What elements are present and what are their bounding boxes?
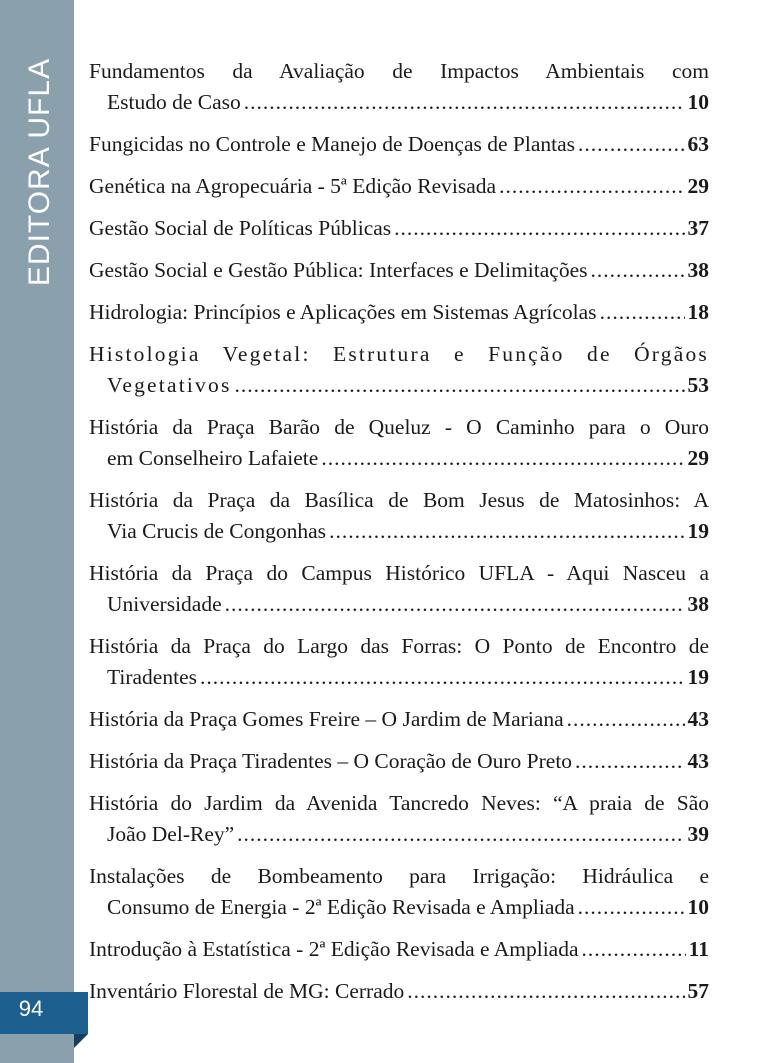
entry-title-line1: História da Praça Tiradentes – O Coração de Ouro Preto — [89, 749, 573, 773]
entry-page: 11 — [688, 937, 709, 961]
entry-title-line1: Instalações de Bombeamento para Irrigação: Hidráulica e — [89, 864, 709, 888]
entry-title-line2: Tiradentes — [107, 665, 197, 689]
index-entry — [89, 861, 709, 923]
entry-page: 57 — [687, 979, 709, 1003]
entry-page: 53 — [687, 373, 709, 397]
entry-title-line2: Vegetativos — [107, 373, 232, 397]
entry-title-line2: Estudo de Caso — [107, 90, 241, 114]
entry-page: 43 — [687, 749, 709, 773]
leader-dots — [394, 213, 684, 244]
leader-dots — [499, 171, 684, 202]
entry-title-line2: João Del-Rey” — [107, 822, 235, 846]
entry-page: 10 — [687, 90, 709, 114]
entry-page: 19 — [687, 665, 709, 689]
entry-title-line1: Gestão Social de Políticas Públicas — [89, 216, 392, 240]
title-index-list — [89, 56, 709, 1018]
leader-dots — [407, 976, 684, 1007]
index-entry — [89, 129, 709, 160]
index-entry — [89, 746, 709, 777]
leader-dots — [235, 370, 685, 401]
entry-page: 37 — [687, 216, 709, 240]
leader-dots — [225, 589, 685, 620]
leader-dots — [567, 704, 685, 735]
entry-title-line1: História da Praça do Campus Histórico UFLA - Aqui Nasceu a — [89, 561, 709, 585]
leader-dots — [575, 746, 684, 777]
entry-title-line1: Gestão Social e Gestão Pública: Interfaces e Delimitações — [89, 258, 588, 282]
index-entry — [89, 934, 709, 965]
leader-dots — [578, 129, 684, 160]
index-entry — [89, 255, 709, 286]
entry-title-line1: Genética na Agropecuária - 5ª Edição Revisada — [89, 174, 497, 198]
entry-page: 18 — [687, 300, 709, 324]
index-entry — [89, 412, 709, 474]
entry-title-line2: Via Crucis de Congonhas — [107, 519, 327, 543]
entry-title-line1: Histologia Vegetal: Estrutura e Função de Órgãos — [89, 342, 709, 366]
index-entry — [89, 976, 709, 1007]
entry-title-line1: História da Praça Barão de Queluz - O Caminho para o Ouro — [89, 415, 709, 439]
leader-dots — [244, 87, 685, 118]
entry-title-line2: Universidade — [107, 592, 222, 616]
leader-dots — [200, 662, 685, 693]
entry-title-line1: História da Praça Gomes Freire – O Jardim de Mariana — [89, 707, 564, 731]
entry-title-line1: História da Praça da Basílica de Bom Jesus de Matosinhos: A — [89, 488, 709, 512]
entry-title-line1: Inventário Florestal de MG: Cerrado — [89, 979, 405, 1003]
entry-title-line2: Consumo de Energia - 2ª Edição Revisada e Ampliada — [107, 895, 575, 919]
entry-page: 43 — [687, 707, 709, 731]
index-entry — [89, 56, 709, 118]
index-entry — [89, 213, 709, 244]
entry-title-line1: Introdução à Estatística - 2ª Edição Revisada e Ampliada — [89, 937, 579, 961]
entry-page: 19 — [687, 519, 709, 543]
entry-title-line1: Hidrologia: Princípios e Aplicações em Sistemas Agrícolas — [89, 300, 597, 324]
entry-page: 63 — [687, 132, 709, 156]
leader-dots — [578, 892, 685, 923]
index-entry — [89, 788, 709, 850]
leader-dots — [600, 297, 685, 328]
index-entry — [89, 704, 709, 735]
index-entry — [89, 631, 709, 693]
index-entry — [89, 297, 709, 328]
entry-page: 39 — [687, 822, 709, 846]
entry-title-line1: Fungicidas no Controle e Manejo de Doenças de Plantas — [89, 132, 576, 156]
entry-page: 38 — [687, 592, 709, 616]
index-entry — [89, 339, 709, 401]
page-tab-fold — [74, 1034, 88, 1048]
entry-page: 29 — [687, 174, 709, 198]
leader-dots — [237, 819, 684, 850]
entry-title-line1: História da Praça do Largo das Forras: O Ponto de Encontro de — [89, 634, 709, 658]
entry-title-line2: em Conselheiro Lafaiete — [107, 446, 319, 470]
entry-page: 10 — [687, 895, 709, 919]
leader-dots — [329, 516, 684, 547]
leader-dots — [591, 255, 685, 286]
entry-title-line1: Fundamentos da Avaliação de Impactos Ambientais com — [89, 59, 709, 83]
index-entry — [89, 485, 709, 547]
entry-title-line1: História do Jardim da Avenida Tancredo Neves: “A praia de São — [89, 791, 709, 815]
index-entry — [89, 558, 709, 620]
index-entry — [89, 171, 709, 202]
entry-page: 38 — [687, 258, 709, 282]
leader-dots — [321, 443, 684, 474]
sidebar-title: EDITORA UFLA — [23, 57, 56, 287]
page-number: 94 — [18, 996, 44, 1021]
entry-page: 29 — [687, 446, 709, 470]
leader-dots — [582, 934, 686, 965]
